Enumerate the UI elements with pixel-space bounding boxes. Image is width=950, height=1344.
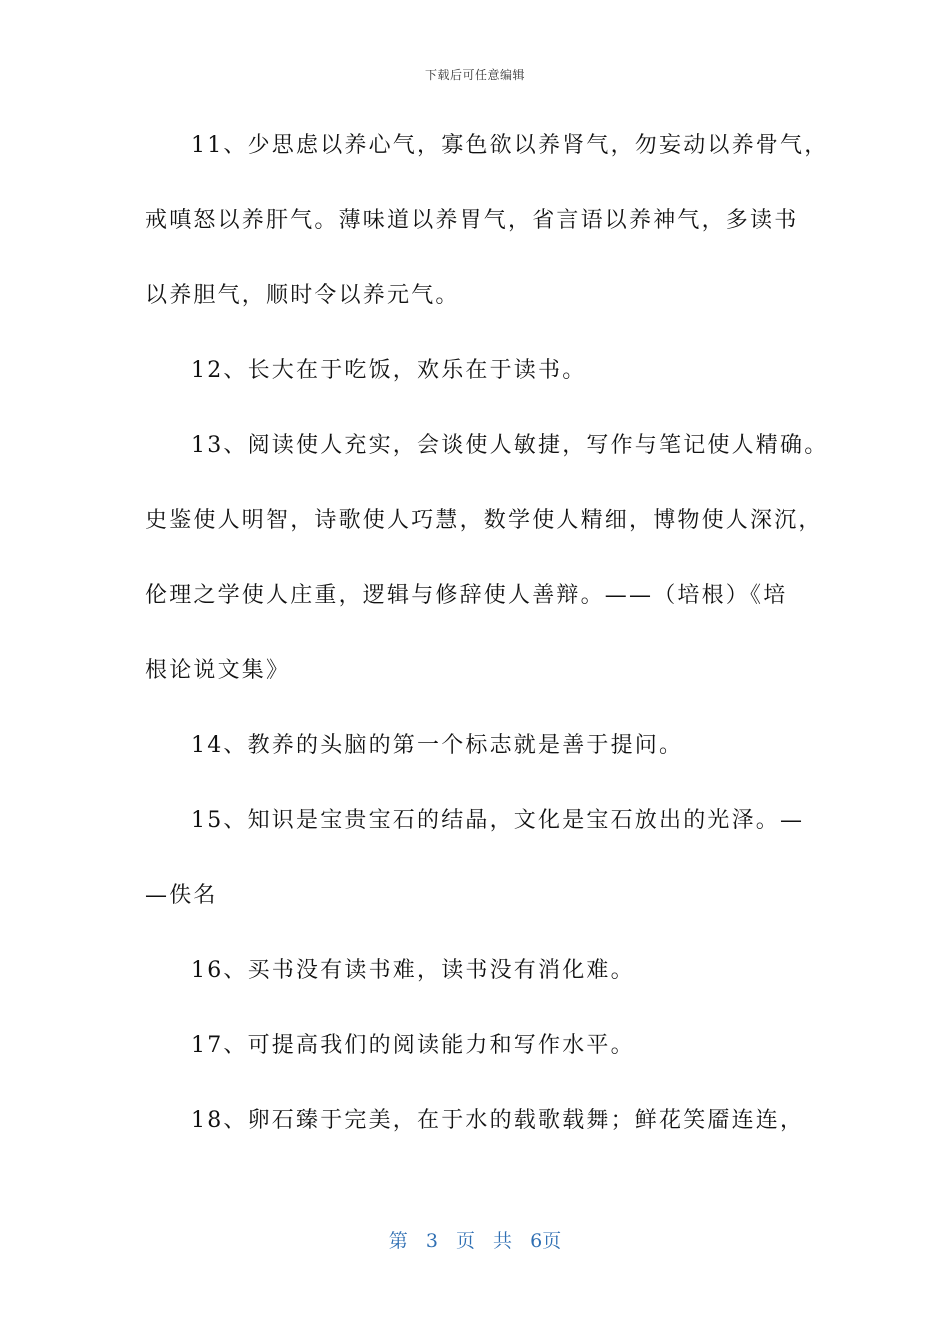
- paragraph-16: 16、买书没有读书难，读书没有消化难。: [191, 958, 635, 983]
- footer-total-pages: 6页: [530, 1230, 562, 1252]
- footer-word-ye: 页: [455, 1230, 475, 1252]
- paragraph-13-line-3: 伦理之学使人庄重，逻辑与修辞使人善辩。——（培根）《培: [145, 583, 788, 608]
- paragraph-12: 12、长大在于吃饭，欢乐在于读书。: [191, 358, 587, 383]
- paragraph-15-line-2: —佚名: [145, 883, 218, 908]
- footer-word-total: 共: [493, 1230, 513, 1252]
- footer-word-page: 第: [388, 1230, 408, 1252]
- paragraph-17: 17、可提高我们的阅读能力和写作水平。: [191, 1033, 635, 1058]
- paragraph-11-line-1: 11、少思虑以养心气，寡色欲以养肾气，勿妄动以养骨气，: [191, 133, 829, 158]
- paragraph-11-line-2: 戒嗔怒以养肝气。薄味道以养胃气，省言语以养神气，多读书: [145, 208, 799, 233]
- paragraph-13-line-4: 根论说文集》: [145, 658, 291, 683]
- paragraph-14: 14、教养的头脑的第一个标志就是善于提问。: [191, 733, 684, 758]
- paragraph-13-line-1: 13、阅读使人充实，会谈使人敏捷，写作与笔记使人精确。: [191, 433, 829, 458]
- page-header: 下载后可任意编辑: [424, 68, 525, 82]
- paragraph-15-line-1: 15、知识是宝贵宝石的结晶，文化是宝石放出的光泽。—: [191, 808, 805, 833]
- paragraph-13-line-2: 史鉴使人明智，诗歌使人巧慧，数学使人精细，博物使人深沉，: [145, 508, 823, 533]
- paragraph-11-line-3: 以养胆气，顺时令以养元气。: [145, 283, 460, 308]
- page-footer: [0, 1226, 950, 1253]
- paragraph-18-line-1: 18、卵石臻于完美，在于水的载歌载舞；鲜花笑靥连连，: [191, 1108, 805, 1133]
- footer-current-page: 3: [425, 1230, 438, 1252]
